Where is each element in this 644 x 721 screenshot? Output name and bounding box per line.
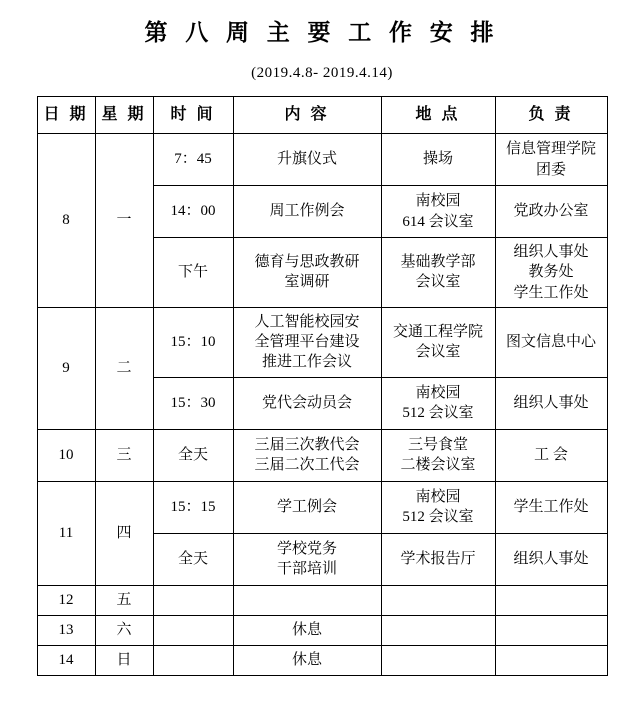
cell-weekday: 一: [95, 134, 153, 308]
cell-place: [381, 645, 495, 675]
cell-place: 南校园 614 会议室: [381, 186, 495, 238]
cell-time: 14：00: [153, 186, 233, 238]
cell-date: 10: [37, 429, 95, 481]
cell-place: 南校园 512 会议室: [381, 481, 495, 533]
cell-content: 休息: [233, 615, 381, 645]
table-header-row: [37, 97, 607, 134]
cell-place: 操场: [381, 134, 495, 186]
cell-weekday: 三: [95, 429, 153, 481]
cell-time: [153, 585, 233, 615]
table-row: [37, 307, 607, 377]
cell-owner: [495, 585, 607, 615]
cell-content: 德育与思政教研 室调研: [233, 238, 381, 308]
cell-content: 升旗仪式: [233, 134, 381, 186]
cell-content: 三届三次教代会 三届二次工代会: [233, 429, 381, 481]
table-row: [37, 585, 607, 615]
cell-owner: 信息管理学院 团委: [495, 134, 607, 186]
cell-owner: 组织人事处: [495, 533, 607, 585]
cell-content: 周工作例会: [233, 186, 381, 238]
date-range-subtitle: (2019.4.8- 2019.4.14): [251, 65, 393, 81]
cell-owner: 党政办公室: [495, 186, 607, 238]
column-header-date: 日 期: [37, 97, 95, 134]
cell-date: 12: [37, 585, 95, 615]
cell-weekday: 五: [95, 585, 153, 615]
table-row: [37, 429, 607, 481]
cell-time: [153, 645, 233, 675]
table-body: [37, 134, 607, 676]
cell-place: [381, 585, 495, 615]
cell-owner: 学生工作处: [495, 481, 607, 533]
cell-place: 基础教学部 会议室: [381, 238, 495, 308]
column-header-content: 内 容: [233, 97, 381, 134]
page-title: 第 八 周 主 要 工 作 安 排: [144, 20, 500, 45]
column-header-owner: 负 责: [495, 97, 607, 134]
cell-date: 14: [37, 645, 95, 675]
cell-date: 8: [37, 134, 95, 308]
cell-time: 15：15: [153, 481, 233, 533]
cell-date: 9: [37, 307, 95, 429]
cell-weekday: 四: [95, 481, 153, 585]
cell-place: 南校园 512 会议室: [381, 377, 495, 429]
cell-weekday: 二: [95, 307, 153, 429]
table-row: [37, 615, 607, 645]
cell-content: 学校党务 干部培训: [233, 533, 381, 585]
weekly-schedule-table: [37, 96, 608, 676]
document-page: [0, 14, 644, 721]
cell-time: 下午: [153, 238, 233, 308]
cell-weekday: 六: [95, 615, 153, 645]
cell-content: [233, 585, 381, 615]
cell-content: 人工智能校园安 全管理平台建设 推进工作会议: [233, 307, 381, 377]
cell-time: 全天: [153, 429, 233, 481]
cell-owner: 工 会: [495, 429, 607, 481]
cell-time: 15：30: [153, 377, 233, 429]
cell-owner: 图文信息中心: [495, 307, 607, 377]
column-header-time: 时 间: [153, 97, 233, 134]
table-row: [37, 134, 607, 186]
table-row: [37, 645, 607, 675]
cell-owner: [495, 645, 607, 675]
cell-time: 7：45: [153, 134, 233, 186]
cell-weekday: 日: [95, 645, 153, 675]
column-header-weekday: 星 期: [95, 97, 153, 134]
cell-place: 三号食堂 二楼会议室: [381, 429, 495, 481]
cell-time: 15：10: [153, 307, 233, 377]
cell-place: 学术报告厅: [381, 533, 495, 585]
column-header-place: 地 点: [381, 97, 495, 134]
cell-content: 党代会动员会: [233, 377, 381, 429]
cell-time: 全天: [153, 533, 233, 585]
cell-time: [153, 615, 233, 645]
cell-date: 11: [37, 481, 95, 585]
cell-place: [381, 615, 495, 645]
cell-content: 学工例会: [233, 481, 381, 533]
table-row: [37, 481, 607, 533]
cell-date: 13: [37, 615, 95, 645]
cell-content: 休息: [233, 645, 381, 675]
cell-owner: [495, 615, 607, 645]
cell-owner: 组织人事处 教务处 学生工作处: [495, 238, 607, 308]
cell-place: 交通工程学院 会议室: [381, 307, 495, 377]
cell-owner: 组织人事处: [495, 377, 607, 429]
